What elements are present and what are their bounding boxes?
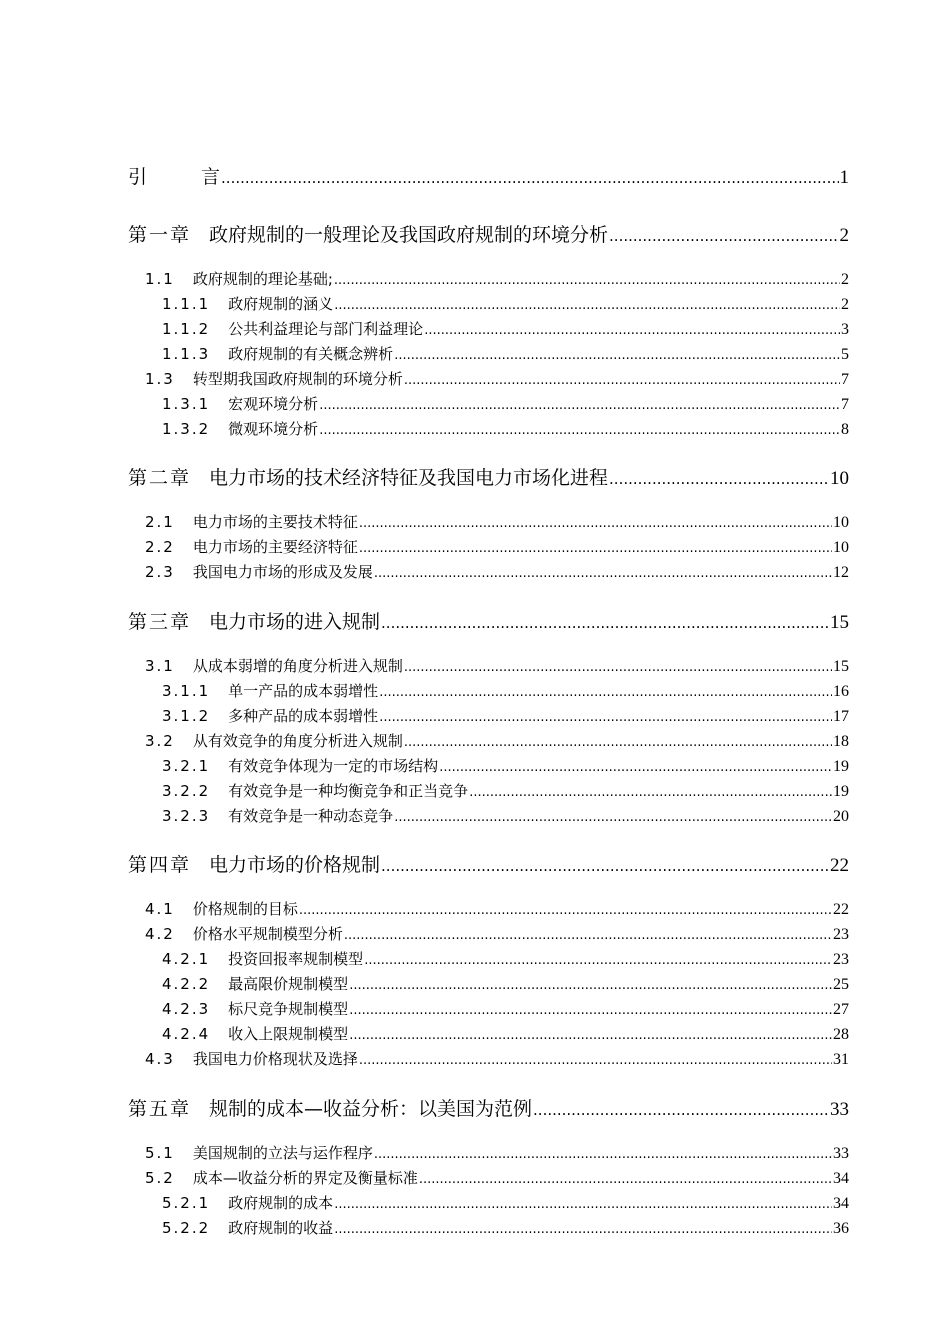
toc-entry-number: 第二章 (128, 467, 192, 489)
dot-leader (424, 320, 840, 338)
toc-page-number: 25 (833, 976, 849, 993)
toc-entry-title (162, 293, 333, 314)
toc-entry[interactable] (162, 948, 849, 969)
toc-entry-title (162, 418, 318, 439)
toc-entry[interactable] (145, 1167, 849, 1188)
toc-entry[interactable] (162, 780, 849, 801)
toc-entry[interactable] (145, 536, 849, 557)
toc-entry-number: 1.3 (145, 370, 175, 388)
toc-entry[interactable] (162, 805, 849, 826)
dot-leader (394, 345, 840, 363)
toc-entry-number: 4.1 (145, 900, 175, 918)
toc-entry-label: 电力市场的价格规制 (209, 854, 381, 876)
dot-leader (379, 707, 832, 725)
toc-entry-number: 4.2.1 (162, 950, 211, 968)
toc-entry[interactable] (162, 1217, 849, 1238)
toc-entry-title (162, 755, 438, 776)
dot-leader (319, 395, 840, 413)
toc-entry-title (128, 162, 220, 189)
toc-entry-label: 政府规制的有关概念辨析 (228, 345, 394, 363)
toc-entry-label: 政府规制的收益 (228, 1219, 334, 1237)
dot-leader (609, 224, 838, 246)
dot-leader (334, 295, 840, 313)
toc-entry-number: 3.1 (145, 657, 175, 675)
toc-entry-label: 有效竞争是一种动态竞争 (228, 807, 394, 825)
toc-entry-title (128, 607, 380, 634)
toc-page-number: 34 (833, 1195, 849, 1212)
toc-page-number: 16 (833, 683, 849, 700)
toc-entry-title (145, 730, 403, 751)
toc-entry-label: 政府规制的一般理论及我国政府规制的环境分析 (209, 224, 609, 246)
toc-page-number: 31 (833, 1051, 849, 1068)
toc-entry[interactable] (145, 268, 849, 289)
dot-leader (344, 925, 832, 943)
toc-entry-title (162, 1217, 333, 1238)
dot-leader (469, 782, 832, 800)
dot-leader (299, 900, 832, 918)
toc-entry-number: 1.1.1 (162, 295, 211, 313)
toc-entry-title (162, 1023, 348, 1044)
toc-entry-label: 规制的成本—收益分析：以美国为范例 (209, 1098, 533, 1120)
toc-entry-label: 美国规制的立法与运作程序 (192, 1144, 373, 1162)
toc-entry-title (128, 463, 608, 490)
dot-leader (439, 757, 832, 775)
toc-entry[interactable] (145, 1142, 849, 1163)
toc-entry-title (128, 1094, 532, 1121)
toc-entry[interactable] (162, 418, 849, 439)
toc-page-number: 22 (833, 901, 849, 918)
toc-entry-number: 5.2.2 (162, 1219, 211, 1237)
toc-entry[interactable] (128, 220, 849, 247)
dot-leader (381, 611, 829, 633)
toc-entry-number: 2.1 (145, 513, 175, 531)
toc-page-number: 5 (841, 346, 849, 363)
toc-page-number: 36 (833, 1220, 849, 1237)
toc-entry-label: 价格水平规制模型分析 (192, 925, 343, 943)
toc-page-number: 12 (833, 564, 849, 581)
dot-leader (359, 513, 832, 531)
toc-entry-label: 公共利益理论与部门利益理论 (228, 320, 424, 338)
toc-entry-number: 4.3 (145, 1050, 175, 1068)
toc-entry-number: 5.1 (145, 1144, 175, 1162)
dot-leader (379, 682, 832, 700)
toc-entry-label: 政府规制的成本 (228, 1194, 334, 1212)
toc-entry-number: 3.1.2 (162, 707, 211, 725)
toc-entry-title (128, 850, 380, 877)
toc-entry[interactable] (145, 655, 849, 676)
toc-entry[interactable] (145, 898, 849, 919)
toc-entry[interactable] (162, 998, 849, 1019)
toc-page-number: 2 (841, 271, 849, 288)
toc-entry[interactable] (128, 850, 849, 877)
toc-entry-number: 2.3 (145, 563, 175, 581)
toc-entry-label: 单一产品的成本弱增性 (228, 682, 379, 700)
toc-entry-number: 5.2.1 (162, 1194, 211, 1212)
toc-page-number: 10 (830, 468, 849, 489)
dot-leader (221, 166, 838, 188)
toc-entry-number: 3.2.1 (162, 757, 211, 775)
toc-entry-label: 宏观环境分析 (228, 395, 319, 413)
toc-entry-number: 第一章 (128, 224, 192, 246)
toc-entry-number: 1.1.2 (162, 320, 211, 338)
toc-entry[interactable] (162, 1192, 849, 1213)
toc-entry-label: 成本—收益分析的界定及衡量标准 (192, 1169, 418, 1187)
dot-leader (394, 807, 832, 825)
dot-leader (359, 1050, 832, 1068)
toc-entry[interactable] (128, 1094, 849, 1121)
toc-page-number: 2 (839, 225, 849, 246)
toc-entry[interactable] (162, 973, 849, 994)
toc-page-number: 20 (833, 808, 849, 825)
toc-entry-title (145, 1142, 373, 1163)
toc-entry[interactable] (128, 607, 849, 634)
toc-entry-number: 4.2.4 (162, 1025, 211, 1043)
toc-entry-title (145, 898, 298, 919)
toc-page-number: 17 (833, 708, 849, 725)
toc-entry-title (162, 318, 423, 339)
toc-entry[interactable] (162, 680, 849, 701)
dot-leader (334, 270, 840, 288)
toc-entry[interactable] (162, 318, 849, 339)
toc-entry[interactable] (128, 162, 849, 189)
toc-entry-title (162, 973, 348, 994)
toc-entry-title (128, 220, 608, 247)
toc-entry-number: 4.2.2 (162, 975, 211, 993)
toc-entry-title (145, 268, 333, 289)
toc-entry-number: 3.2.3 (162, 807, 211, 825)
toc-entry-title (145, 561, 373, 582)
toc-entry-title (162, 680, 378, 701)
toc-entry[interactable] (145, 1048, 849, 1069)
toc-entry-title (145, 511, 358, 532)
toc-entry-label: 多种产品的成本弱增性 (228, 707, 379, 725)
toc-entry-label: 电力市场的技术经济特征及我国电力市场化进程 (209, 467, 609, 489)
dot-leader (419, 1169, 832, 1187)
toc-entry-label: 电力市场的主要经济特征 (192, 538, 358, 556)
toc-entry-number: 5.2 (145, 1169, 175, 1187)
toc-entry[interactable] (145, 730, 849, 751)
toc-entry-label: 政府规制的理论基础; (192, 270, 333, 288)
toc-entry-label: 我国电力市场的形成及发展 (192, 563, 373, 581)
toc-entry-label: 有效竞争体现为一定的市场结构 (228, 757, 439, 775)
toc-page-number: 10 (833, 539, 849, 556)
toc-entry-title (162, 780, 468, 801)
dot-leader (349, 1025, 832, 1043)
toc-entry-label: 电力市场的主要技术特征 (192, 513, 358, 531)
dot-leader (404, 657, 832, 675)
toc-entry[interactable] (162, 705, 849, 726)
toc-page-number: 23 (833, 926, 849, 943)
toc-entry-label: 价格规制的目标 (192, 900, 298, 918)
toc-entry[interactable] (145, 923, 849, 944)
toc-entry-number: 第五章 (128, 1098, 192, 1120)
toc-entry-number: 3.1.1 (162, 682, 211, 700)
dot-leader (359, 538, 832, 556)
toc-entry-number: 4.2.3 (162, 1000, 211, 1018)
dot-leader (319, 420, 840, 438)
dot-leader (404, 370, 840, 388)
dot-leader (349, 975, 832, 993)
toc-entry-number: 2.2 (145, 538, 175, 556)
toc-entry-title (145, 1048, 358, 1069)
toc-entry[interactable] (162, 293, 849, 314)
toc-entry-label: 我国电力价格现状及选择 (192, 1050, 358, 1068)
toc-entry-label: 最高限价规制模型 (228, 975, 349, 993)
toc-page-number: 27 (833, 1001, 849, 1018)
toc-entry-label: 投资回报率规制模型 (228, 950, 364, 968)
toc-page-number: 7 (841, 371, 849, 388)
dot-leader (364, 950, 832, 968)
dot-leader (349, 1000, 832, 1018)
toc-entry-number: 1.3.1 (162, 395, 211, 413)
dot-leader (533, 1098, 829, 1120)
toc-entry-number: 1.1.3 (162, 345, 211, 363)
toc-entry-title (162, 393, 318, 414)
toc-entry-title (145, 923, 343, 944)
toc-entry-number: 1.3.2 (162, 420, 211, 438)
toc-entry-title (162, 805, 393, 826)
toc-entry-number: 1.1 (145, 270, 175, 288)
dot-leader (609, 467, 829, 489)
toc-page-number: 22 (830, 855, 849, 876)
toc-entry[interactable] (162, 393, 849, 414)
toc-entry-label: 有效竞争是一种均衡竞争和正当竞争 (228, 782, 469, 800)
toc-entry-title (145, 536, 358, 557)
toc-entry-number: 3.2 (145, 732, 175, 750)
toc-entry-number: 4.2 (145, 925, 175, 943)
toc-entry[interactable] (145, 561, 849, 582)
toc-page-number: 7 (841, 396, 849, 413)
toc-entry-label: 标尺竞争规制模型 (228, 1000, 349, 1018)
toc-entry-label: 转型期我国政府规制的环境分析 (192, 370, 403, 388)
toc-page-number: 23 (833, 951, 849, 968)
toc-page-number: 2 (841, 296, 849, 313)
toc-page-number: 8 (841, 421, 849, 438)
dot-leader (404, 732, 832, 750)
toc-entry-title (162, 998, 348, 1019)
toc-entry[interactable] (145, 368, 849, 389)
dot-leader (374, 1144, 832, 1162)
toc-entry-label: 收入上限规制模型 (228, 1025, 349, 1043)
toc-entry-number: 第四章 (128, 854, 192, 876)
toc-entry-title (162, 343, 393, 364)
toc-page-number: 33 (830, 1099, 849, 1120)
toc-entry[interactable] (162, 755, 849, 776)
toc-entry-label: 从成本弱增的角度分析进入规制 (192, 657, 403, 675)
toc-page-number: 28 (833, 1026, 849, 1043)
toc-page-number: 33 (833, 1145, 849, 1162)
toc-page-number: 18 (833, 733, 849, 750)
dot-leader (381, 854, 829, 876)
toc-entry[interactable] (162, 1023, 849, 1044)
toc-entry-number: 引 (128, 166, 150, 188)
toc-entry-label: 政府规制的涵义 (228, 295, 334, 313)
toc-page-number: 3 (841, 321, 849, 338)
dot-leader (374, 563, 832, 581)
toc-entry-title (162, 705, 378, 726)
toc-page-number: 1 (839, 167, 849, 188)
toc-page-number: 19 (833, 783, 849, 800)
toc-entry[interactable] (128, 463, 849, 490)
toc-page-number: 10 (833, 514, 849, 531)
toc-page-number: 34 (833, 1170, 849, 1187)
toc-entry-label: 从有效竞争的角度分析进入规制 (192, 732, 403, 750)
toc-entry-title (162, 948, 363, 969)
toc-page-number: 15 (833, 658, 849, 675)
dot-leader (334, 1194, 832, 1212)
toc-entry-number: 3.2.2 (162, 782, 211, 800)
toc-entry[interactable] (162, 343, 849, 364)
toc-entry-label: 言 (201, 166, 221, 188)
toc-entry-number: 第三章 (128, 611, 192, 633)
dot-leader (334, 1219, 832, 1237)
toc-entry-title (145, 1167, 418, 1188)
toc-entry-title (162, 1192, 333, 1213)
toc-entry-title (145, 368, 403, 389)
toc-entry-label: 微观环境分析 (228, 420, 319, 438)
toc-entry-title (145, 655, 403, 676)
toc-entry[interactable] (145, 511, 849, 532)
toc-page-number: 19 (833, 758, 849, 775)
toc-page-number: 15 (830, 612, 849, 633)
toc-entry-label: 电力市场的进入规制 (209, 611, 381, 633)
